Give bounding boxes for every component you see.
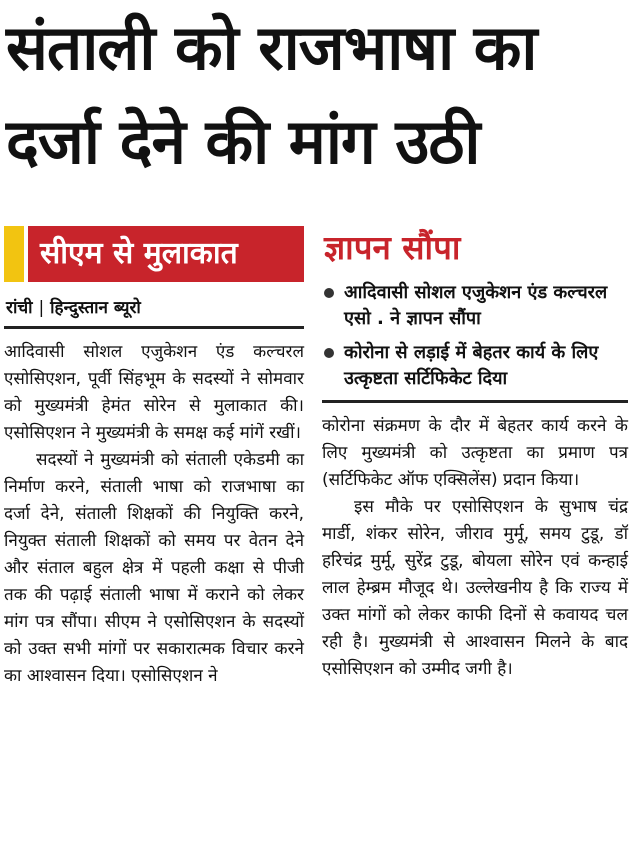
right-article-body [322, 413, 628, 683]
byline [4, 296, 304, 320]
section-banner [4, 226, 304, 282]
left-paragraph-1: आदिवासी सोशल एजुकेशन एंड कल्चरल एसोसिएशन, पूर्वी सिंहभूम के सदस्यों ने सोमवार को मुख्यमंत्री हेमंत सोरेन से मुलाकात की। एसोसिएशन ने मुख्यमंत्री के समक्ष कई मांगें रखीं। [4, 342, 304, 443]
left-paragraph-2: सदस्यों ने मुख्यमंत्री को संताली एकेडमी का निर्माण करने, संताली भाषा को राजभाषा का दर्जा देने, संताली शिक्षकों की नियुक्ति करने, नियुक्त संताली शिक्षकों को समय पर वेतन देने और संताल बहुल क्षेत्र में पहली कक्षा से पीजी तक की पढ़ाई संताली भाषा में कराने को लेकर मांग पत्र सौंपा। सीएम ने एसोसिएशन के सदस्यों को उक्त सभी मांगों पर सकारात्मक विचार करने का आश्वासन दिया। एसोसिएशन ने [4, 450, 304, 686]
highlight-text: कोरोना से लड़ाई में बेहतर कार्य के लिए उत्कृष्टता सर्टिफिकेट दिया [344, 342, 599, 389]
bullet-icon [324, 348, 334, 358]
right-paragraph-2: इस मौके पर एसोसिएशन के सुभाष चंद्र मार्डी, शंकर सोरेन, जीराव मुर्मू, समय टुडू, डॉ हरिचंद्र मुर्मू, सुरेंद्र टुडू, बोयला सोरेन एवं कन्हाई लाल हेम्ब्रम मौजूद थे। उल्लेखनीय है कि राज्य में उक्त मांगों को लेकर काफी दिनों से कवायद चल रही है। मुख्यमंत्री से आश्वासन मिलने के बाद एसोसिएशन को उम्मीद जगी है। [322, 497, 628, 679]
section-label: सीएम से मुलाकात [28, 226, 304, 282]
sub-heading: ज्ञापन सौंपा [324, 228, 461, 267]
left-column [4, 226, 304, 690]
banner-yellow-marker [4, 226, 24, 282]
headline-line-1: संताली को राजभाषा का [6, 11, 537, 84]
right-paragraph-1: कोरोना संक्रमण के दौर में बेहतर कार्य करने के लिए मुख्यमंत्री को उत्कृष्टता का प्रमाण पत्र (सर्टिफिकेट ऑफ एक्सिलेंस) प्रदान किया। [322, 416, 628, 490]
right-column [322, 226, 628, 683]
left-article-body [4, 339, 304, 690]
highlights-list [322, 280, 628, 392]
byline-source: हिन्दुस्तान ब्यूरो [50, 298, 141, 318]
byline-place: रांची [6, 298, 33, 318]
headline-line-2: दर्जा देने की मांग उठी [6, 105, 480, 178]
highlight-item [322, 340, 628, 392]
highlight-item [322, 280, 628, 332]
bullet-icon [324, 288, 334, 298]
divider-rule [4, 326, 304, 329]
byline-separator: | [38, 298, 45, 318]
divider-rule [322, 400, 628, 403]
highlight-text: आदिवासी सोशल एजुकेशन एंड कल्चरल एसो . ने ज्ञापन सौंपा [344, 282, 608, 329]
